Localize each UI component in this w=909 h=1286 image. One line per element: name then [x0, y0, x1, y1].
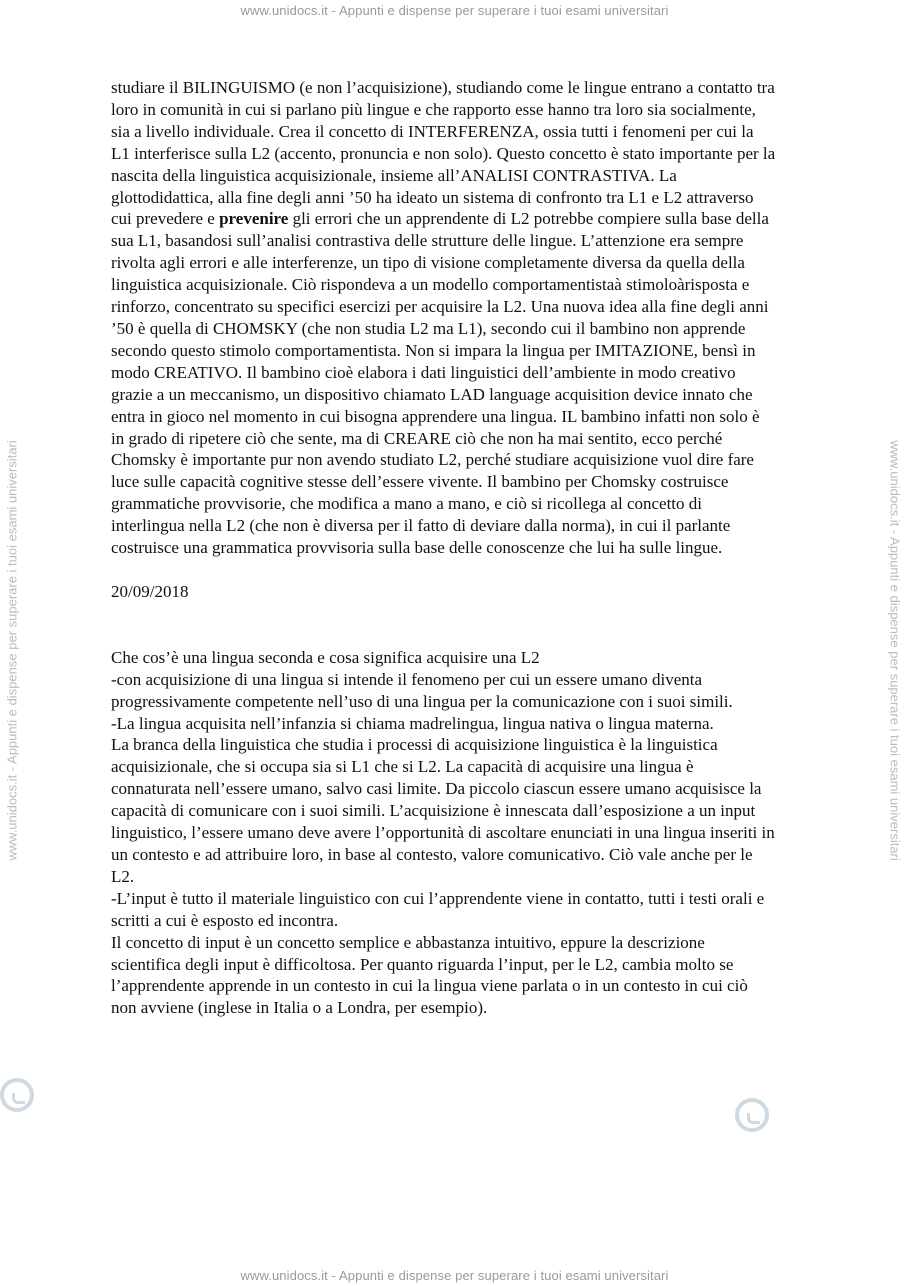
list-item: -La lingua acquisita nell’infanzia si chiama madrelingua, lingua nativa o lingua materna. [111, 713, 714, 733]
list-item: -L’input è tutto il materiale linguistico con cui l’apprendente viene in contatto, tutti i testi orali e scritti a cui è esposto ed incontra. [111, 888, 765, 930]
paragraph: La branca della linguistica che studia i processi di acquisizione linguistica è la linguistica acquisizionale, che si occupa sia si L1 che si L2. La capacità di acquisire una lingua è connaturata nell’essere umano, salvo casi limite. Da piccolo ciascun essere umano acquisisce la capacità di comunicare con i suoi simili. L’acquisizione è innescata dall’esposizione a un input linguistico, l’essere umano deve avere l’opportunità di ascoltare enunciati in una lingua inseriti in un contesto e ad attribuire loro, in base al contesto, valore comunicativo. Ciò vale anche per le L2. [111, 735, 775, 886]
paragraph-bilinguismo [111, 77, 776, 559]
document-body [111, 77, 776, 1019]
date-heading: 20/09/2018 [111, 581, 189, 601]
bold-word: prevenire [219, 209, 289, 229]
watermark-logo-icon [0, 1078, 34, 1112]
watermark-top: www.unidocs.it - Appunti e dispense per superare i tuoi esami universitari [240, 3, 669, 18]
watermark-bottom: www.unidocs.it - Appunti e dispense per superare i tuoi esami universitari [240, 1268, 669, 1283]
watermark-logo-icon [735, 1098, 769, 1132]
watermark-right: www.unidocs.it - Appunti e dispense per superare i tuoi esami universitari [887, 440, 903, 861]
list-item: -con acquisizione di una lingua si intende il fenomeno per cui un essere umano diventa progressivamente competente nell’uso di una lingua per la comunicazione con i suoi simili. [111, 669, 733, 711]
section-title: Che cos’è una lingua seconda e cosa significa acquisire una L2 [111, 647, 540, 667]
paragraph-text: gli errori che un apprendente di L2 potrebbe compiere sulla base della sua L1, basandosi sull’analisi contrastiva delle strutture delle lingue. L’attenzione era sempre rivolta agli errori e alle interferenze, un tipo di visione completamente diversa da quella della linguistica acquisizionale. Ciò rispondeva a un modello comportamentistaà stimoloàrisposta e rinforzo, concentrato su specifici esercizi per acquisire la L2. Una nuova idea alla fine degli anni ’50 è quella di CHOMSKY (che non studia L2 ma L1), secondo cui il bambino non apprende secondo questo stimolo comportamentista. Non si impara la lingua per IMITAZIONE, bensì in modo CREATIVO. Il bambino cioè elabora i dati linguistici dell’ambiente in modo creativo grazie a un meccanismo, un dispositivo chiamato LAD language acquisition device innato che entra in gioco nel momento in cui bisogna apprendere una lingua. IL bambino infatti non solo è in grado di ripetere ciò che sente, ma di CREARE ciò che non ha mai sentito, ecco perché Chomsky è importante pur non avendo studiato L2, perché studiare acquisizione vuol dire fare luce sulle capacità cognitive stesse dell’essere vivente. Il bambino per Chomsky costruisce grammatiche provvisorie, che modifica a mano a mano, e ciò si ricollega al concetto di interlingua nella L2 (che non è diversa per il fatto di deviare dalla norma), in cui il parlante costruisce una grammatica provvisoria sulla base delle conoscenze che lui ha sulle lingue. [111, 209, 769, 558]
paragraph: Il concetto di input è un concetto semplice e abbastanza intuitivo, eppure la descrizione scientifica degli input è difficoltosa. Per quanto riguarda l’input, per le L2, cambia molto se l’apprendente apprende in un contesto in cui la lingua viene parlata o in un contesto in cui ciò non avviene (inglese in Italia o a Londra, per esempio). [111, 932, 748, 1018]
watermark-left: www.unidocs.it - Appunti e dispense per superare i tuoi esami universitari [4, 440, 20, 861]
paragraph-text: studiare il BILINGUISMO (e non l’acquisizione), studiando come le lingue entrano a contatto tra loro in comunità in cui si parlano più lingue e che rapporto esse hanno tra loro sia socialmente, sia a livello individuale. Crea il concetto di INTERFERENZA, ossia tutti i fenomeni per cui la L1 interferisce sulla L2 (accento, pronuncia e non solo). Questo concetto è stato importante per la nascita della linguistica acquisizionale, insieme all’ANALISI CONTRASTIVA. La glottodidattica, alla fine degli anni ’50 ha ideato un sistema di confronto tra L1 e L2 attraverso cui prevedere e [111, 78, 776, 229]
